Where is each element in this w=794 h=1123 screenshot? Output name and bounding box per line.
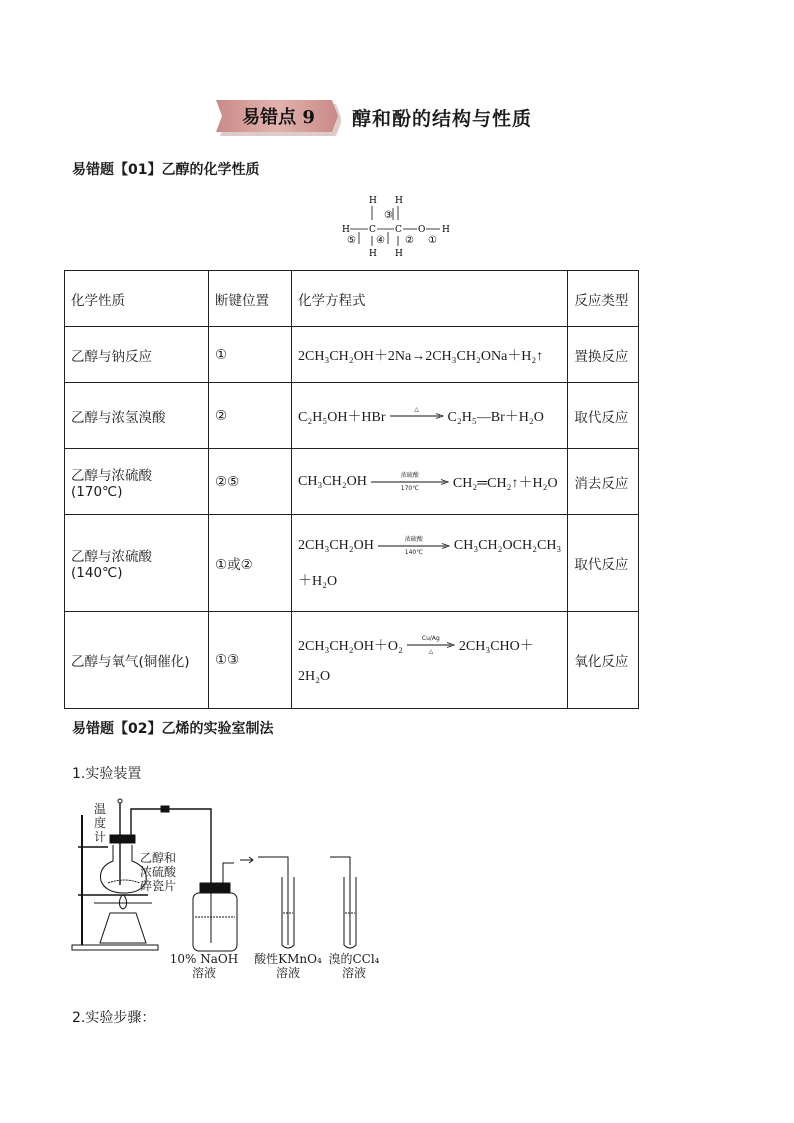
bond-mark-3: ③ <box>384 210 393 221</box>
arrow-condition-top: Cu/Ag <box>421 635 440 642</box>
section-heading-2: 易错题【02】乙烯的实验室制法 <box>72 721 274 737</box>
equation-products: C₂H₅—Br＋H₂O <box>447 409 544 425</box>
equation <box>298 536 561 556</box>
page-title: 醇和酚的结构与性质 <box>352 108 533 130</box>
header-cell: 反应类型 <box>568 271 639 327</box>
gas-tube-1 <box>258 857 288 945</box>
bond-mark-2: ② <box>405 235 414 246</box>
arrow-condition-bottom: 140℃ <box>404 549 423 556</box>
bottle-outlet <box>223 863 234 883</box>
thermometer-label: 温 度 计 <box>93 802 106 844</box>
property-cell: 乙醇与钠反应 <box>65 327 209 383</box>
flask-contents-label: 乙醇和 浓硫酸 碎瓷片 <box>140 851 177 893</box>
atom-c: C <box>395 225 402 235</box>
atom-o: O <box>418 225 426 235</box>
header-cell: 化学性质 <box>65 271 209 327</box>
atom-h: H <box>369 249 377 259</box>
bond-mark-5: ⑤ <box>347 235 356 246</box>
bond-cell: ② <box>209 383 292 449</box>
equation-products: CH₃CH₂OCH₂CH₃ <box>453 538 562 553</box>
table-row <box>65 612 639 709</box>
table-row <box>65 515 639 612</box>
equation-cell <box>292 383 568 449</box>
reaction-arrow <box>390 406 444 426</box>
atom-h: H <box>369 196 377 206</box>
equation <box>298 406 561 426</box>
banner-label: 易错点 9 <box>242 107 315 128</box>
table-header-row <box>65 271 639 327</box>
type-cell: 消去反应 <box>568 449 639 515</box>
header-cell: 断键位置 <box>209 271 292 327</box>
arrow-condition-top: △ <box>414 405 419 413</box>
flame <box>119 895 126 909</box>
arrow-condition-top: 浓硫酸 <box>404 536 423 543</box>
property-cell: 乙醇与氧气(铜催化) <box>65 612 209 709</box>
equation <box>298 635 561 655</box>
equation-reactants: C₂H₅OH＋HBr <box>298 409 386 425</box>
flask-liquid <box>108 880 140 883</box>
ethanol-structural-formula <box>340 194 460 260</box>
arrow-condition-bottom: 170℃ <box>400 484 419 492</box>
atom-c: C <box>369 225 376 235</box>
equation-continuation: 2H₂O <box>298 669 331 684</box>
gas-tube-2 <box>330 857 350 945</box>
equation-cell <box>292 612 568 709</box>
equation-text: 2CH₃CH₂OH＋2Na→2CH₃CH₂ONa＋H₂↑ <box>298 348 544 364</box>
atom-h: H <box>342 225 350 235</box>
bond-cell: ②⑤ <box>209 449 292 515</box>
thermometer-bulb <box>118 799 122 803</box>
tube-connector <box>161 806 169 812</box>
step-1-label: 1.实验装置 <box>72 766 142 782</box>
type-cell: 置换反应 <box>568 327 639 383</box>
equation-products: CH₂═CH₂↑＋H₂O <box>452 475 558 491</box>
wash-bottle <box>193 893 237 951</box>
section-heading-1: 易错题【01】乙醇的化学性质 <box>72 162 260 178</box>
equation <box>298 472 561 492</box>
equation-continuation: ＋H₂O <box>298 574 338 589</box>
ethanol-properties-table <box>64 270 639 709</box>
bond-cell: ① <box>209 327 292 383</box>
stand-base <box>72 945 158 950</box>
step-2-label: 2.实验步骤： <box>72 1010 156 1026</box>
arrow-condition-top: 浓硫酸 <box>400 471 419 479</box>
equation-cell <box>292 515 568 612</box>
reaction-arrow <box>371 472 449 492</box>
reaction-arrow <box>378 536 450 556</box>
atom-h: H <box>395 196 403 206</box>
table-row <box>65 383 639 449</box>
bottle-stopper <box>200 883 230 893</box>
table-row <box>65 449 639 515</box>
bond-cell: ①③ <box>209 612 292 709</box>
property-cell: 乙醇与浓氢溴酸 <box>65 383 209 449</box>
naoh-label: 10% NaOH 溶液 <box>169 952 239 980</box>
equation-reactants: 2CH₃CH₂OH＋O₂ <box>298 639 403 654</box>
equation-reactants: 2CH₃CH₂OH <box>298 538 374 553</box>
type-cell: 取代反应 <box>568 383 639 449</box>
kmno4-label: 酸性KMnO₄ 溶液 <box>254 952 322 980</box>
bromine-label: 溴的CCl₄ 溶液 <box>328 952 380 980</box>
atom-h: H <box>395 249 403 259</box>
bond-mark-1: ① <box>428 235 437 246</box>
property-cell: 乙醇与浓硫酸(170℃) <box>65 449 209 515</box>
atom-h: H <box>442 225 450 235</box>
equation-cell <box>292 449 568 515</box>
property-cell: 乙醇与浓硫酸(140℃) <box>65 515 209 612</box>
table-row <box>65 327 639 383</box>
arrow-condition-bottom: △ <box>428 648 434 655</box>
reaction-arrow <box>407 635 455 655</box>
bond-cell: ①或② <box>209 515 292 612</box>
type-cell: 氧化反应 <box>568 612 639 709</box>
equation-reactants: CH₃CH₂OH <box>298 473 367 489</box>
type-cell: 取代反应 <box>568 515 639 612</box>
burner <box>100 913 146 943</box>
bond-mark-4: ④ <box>376 235 385 246</box>
equation-products: 2CH₃CHO＋ <box>458 639 534 654</box>
header-cell: 化学方程式 <box>292 271 568 327</box>
equation-cell <box>292 327 568 383</box>
